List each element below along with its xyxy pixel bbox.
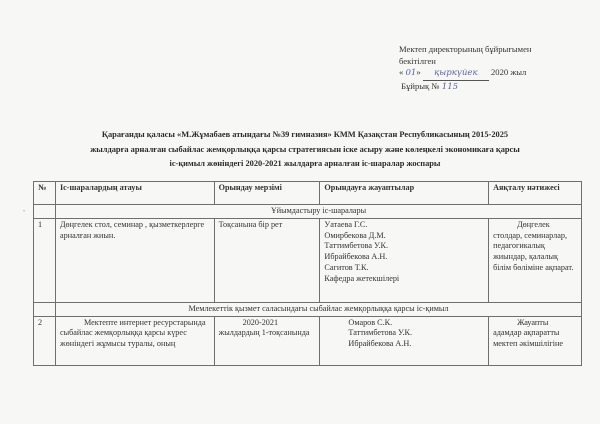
header-number: №: [34, 182, 56, 205]
table-row: [34, 316, 582, 365]
header-period: Орындау мерзімі: [214, 182, 320, 205]
section-row: [34, 205, 582, 219]
responsible-person: Ибрайбекова А.Н.: [348, 339, 412, 349]
section-label: Мемлекеттік қызмет саласындағы сыбайлас жемқорлыққа қарсы іс-қимыл: [55, 302, 581, 316]
header-name: Іс-шаралардың атауы: [55, 182, 214, 205]
section-row: [34, 302, 582, 316]
approval-year: 2020 жыл: [491, 67, 527, 77]
cell-name: Дөңгелек стол, семинар , қызметкерлерге арналған жиын.: [55, 218, 214, 302]
responsible-person: Уатаева Г.С.: [324, 219, 368, 229]
responsible-person: Таттимбетова У.К.: [348, 328, 413, 338]
section-empty-cell: [34, 205, 56, 219]
margin-mark: •: [23, 209, 26, 215]
title-line-3: іс-қимыл жөніндегі 2020-2021 жылдарға арналған іс-шаралар жоспары: [169, 159, 441, 168]
cell-number: 1: [34, 218, 56, 302]
responsible-person: Таттимбетова У.К.: [324, 241, 389, 251]
responsible-person: Кафедра жетекшілері: [324, 273, 400, 283]
approval-line-1: Мектеп директорының бұйрығымен: [399, 44, 532, 54]
approval-stamp-block: [399, 44, 532, 93]
header-responsible: Орындауға жауаптылар: [320, 182, 489, 205]
responsible-person: Сагитов Т.К.: [324, 262, 369, 272]
cell-result: Жауапты адамдар ақпаратты мектеп әкімшілігіне: [489, 316, 582, 365]
section-label: Ұйымдастыру іс-шаралары: [55, 205, 581, 219]
handwritten-day: 01: [405, 68, 417, 78]
table-row: [34, 218, 582, 302]
responsible-person: Ибрайбекова А.Н.: [324, 252, 388, 262]
order-label: Бұйрық №: [401, 80, 440, 91]
approval-line-2: бекітілген: [399, 55, 436, 66]
document-title: [20, 128, 590, 172]
approval-order-line: [399, 81, 532, 94]
cell-responsible: [320, 316, 489, 365]
open-quote: «: [399, 67, 404, 77]
section-empty-cell: [34, 302, 56, 316]
table-header-row: [34, 182, 582, 205]
handwritten-month: қыркүйек: [423, 68, 489, 81]
approval-date-line: [399, 67, 532, 81]
action-plan-table: [33, 181, 582, 366]
cell-result: Дөңгелек столдар, семинарлар, педагогикалық жиындар, қалалық білім бөліміне ақпарат.: [489, 218, 582, 302]
cell-number: 2: [34, 316, 56, 365]
title-line-1: Қарағанды қаласы «М.Жұмабаев атындағы №39 гимназия» КММ Қазақстан Республикасының 2015-2025: [101, 130, 509, 139]
responsible-person: Омирбекова Д.М.: [324, 230, 386, 240]
cell-period: 2020-2021 жылдардың 1-тоқсанында: [214, 316, 320, 365]
cell-name: Мектепте интернет ресурстарында сыбайлас жемқорлыққа қарсы күрес жөніндегі жұмысы туралы, оның: [55, 316, 214, 365]
responsible-person: Омаров С.К.: [348, 317, 393, 327]
title-line-2: жылдарға арналған сыбайлас жемқорлыққа қарсы стратегиясын іске асыру және көлеңкелі экономикаға қарсы: [90, 144, 520, 154]
header-result: Аяқталу нәтижесі: [489, 182, 582, 205]
close-quote: »: [416, 67, 421, 77]
cell-period: Тоқсанына бір рет: [214, 218, 320, 302]
handwritten-order-number: 115: [441, 81, 459, 92]
cell-responsible: [320, 218, 489, 302]
